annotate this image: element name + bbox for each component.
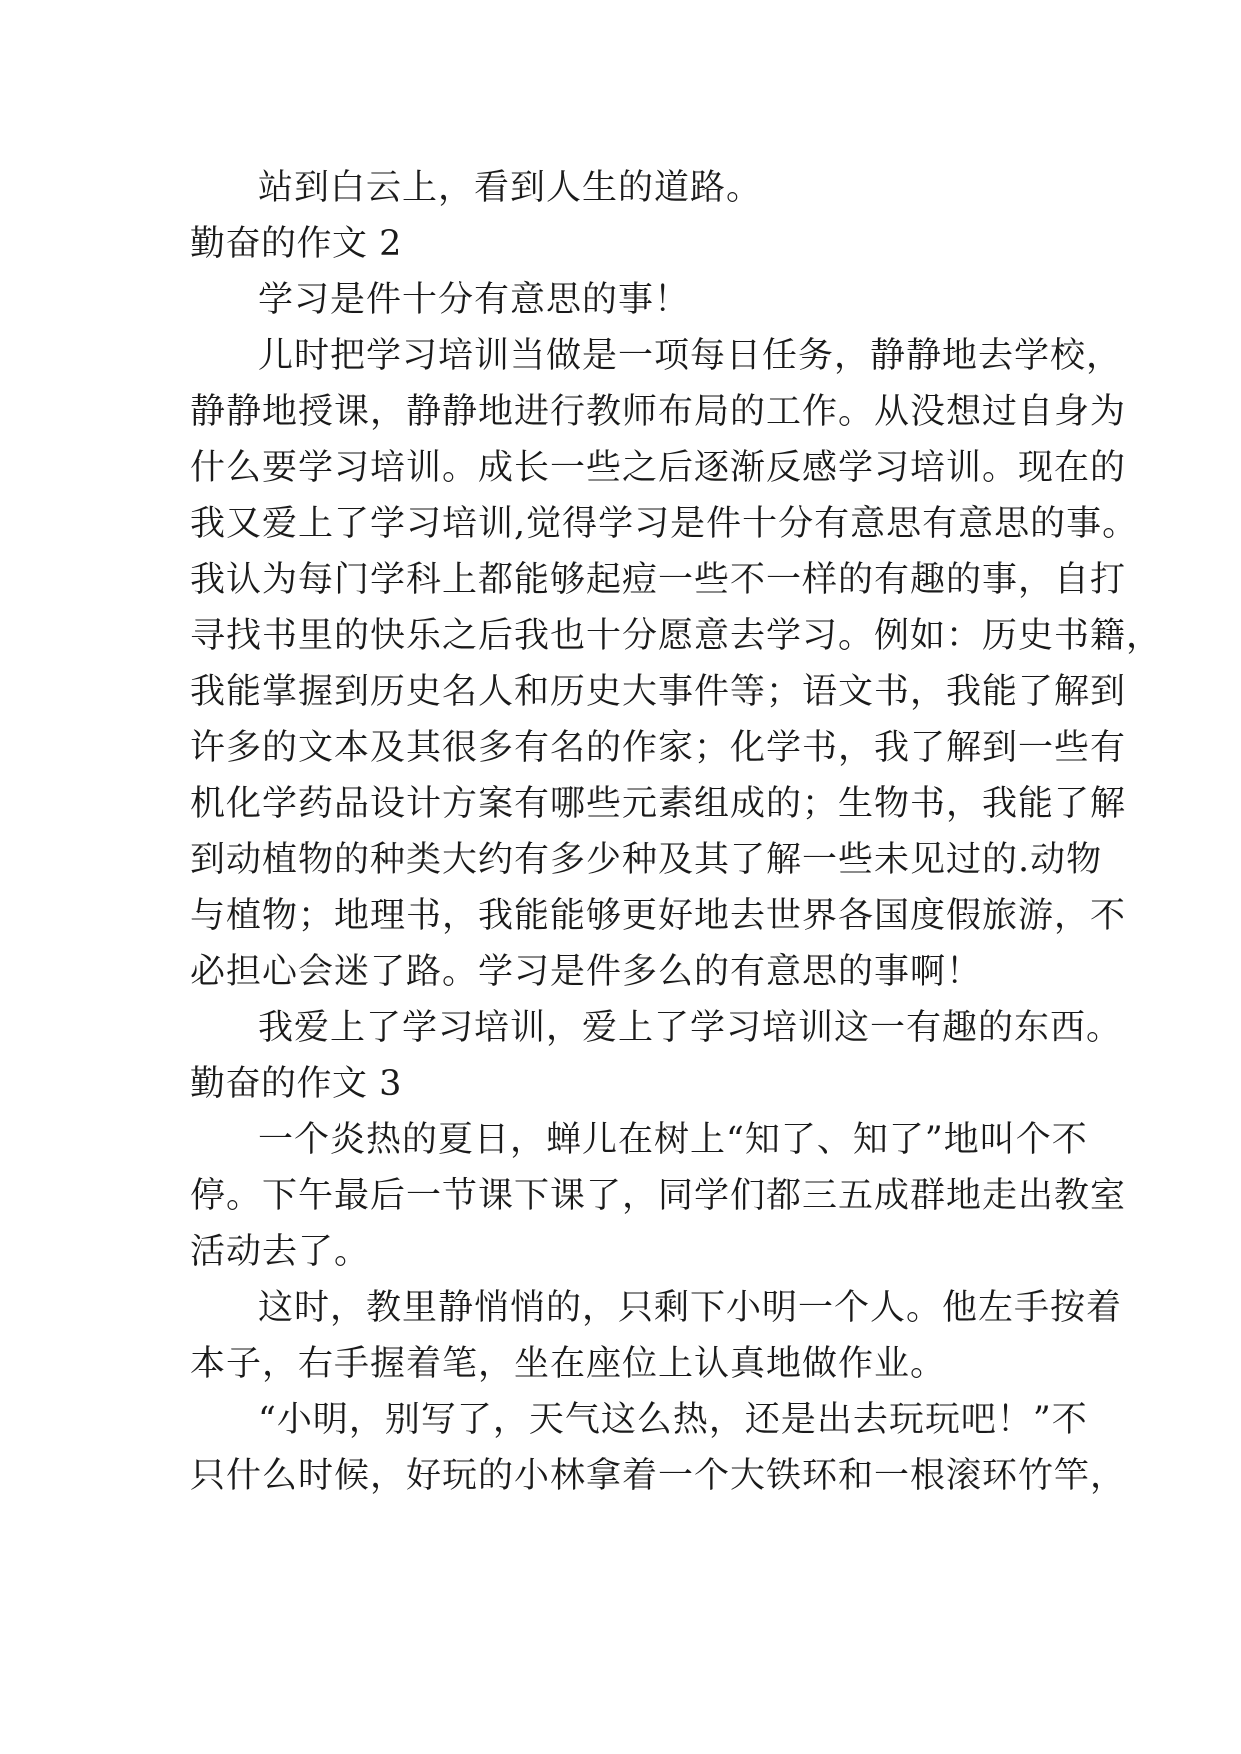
paragraph-line: 什么要学习培训。成长一些之后逐渐反感学习培训。现在的 — [190, 448, 1127, 488]
paragraph-line: 儿时把学习培训当做是一项每日任务，静静地去学校， — [258, 336, 1123, 376]
paragraph-line: 寻找书里的快乐之后我也十分愿意去学习。例如：历史书籍， — [190, 616, 1163, 656]
paragraph-line: “小明，别写了，天气这么热，还是出去玩玩吧！”不 — [258, 1400, 1088, 1440]
paragraph-line: 只什么时候，好玩的小林拿着一个大铁环和一根滚环竹竿， — [190, 1456, 1127, 1496]
paragraph-line: 活动去了。 — [190, 1232, 371, 1272]
paragraph-line: 停。下午最后一节课下课了，同学们都三五成群地走出教室 — [190, 1176, 1127, 1216]
paragraph-line: 许多的文本及其很多有名的作家；化学书，我了解到一些有 — [190, 728, 1127, 768]
paragraph-line: 我能掌握到历史名人和历史大事件等；语文书，我能了解到 — [190, 672, 1127, 712]
paragraph-line: 机化学药品设计方案有哪些元素组成的；生物书，我能了解 — [190, 784, 1127, 824]
paragraph-line: 学习是件十分有意思的事！ — [258, 280, 691, 320]
paragraph-line: 必担心会迷了路。学习是件多么的有意思的事啊！ — [190, 952, 983, 992]
paragraph-line: 这时，教里静悄悄的，只剩下小明一个人。他左手按着 — [258, 1288, 1123, 1328]
paragraph-line: 我爱上了学习培训，爱上了学习培训这一有趣的东西。 — [258, 1008, 1123, 1048]
paragraph-line: 我又爱上了学习培训,觉得学习是件十分有意思有意思的事。 — [190, 504, 1139, 544]
section-heading: 勤奋的作文 3 — [190, 1064, 402, 1104]
paragraph-line: 本子，右手握着笔，坐在座位上认真地做作业。 — [190, 1344, 947, 1384]
paragraph-line: 一个炎热的夏日，蝉儿在树上“知了、知了”地叫个不 — [258, 1120, 1088, 1160]
section-heading: 勤奋的作文 2 — [190, 224, 402, 264]
paragraph-line: 到动植物的种类大约有多少种及其了解一些未见过的.动物 — [190, 840, 1103, 880]
paragraph-line: 静静地授课，静静地进行教师布局的工作。从没想过自身为 — [190, 392, 1127, 432]
paragraph-line: 站到白云上，看到人生的道路。 — [258, 168, 763, 208]
paragraph-line: 与植物；地理书，我能能够更好地去世界各国度假旅游，不 — [190, 896, 1127, 936]
paragraph-line: 我认为每门学科上都能够起痘一些不一样的有趣的事，自打 — [190, 560, 1127, 600]
